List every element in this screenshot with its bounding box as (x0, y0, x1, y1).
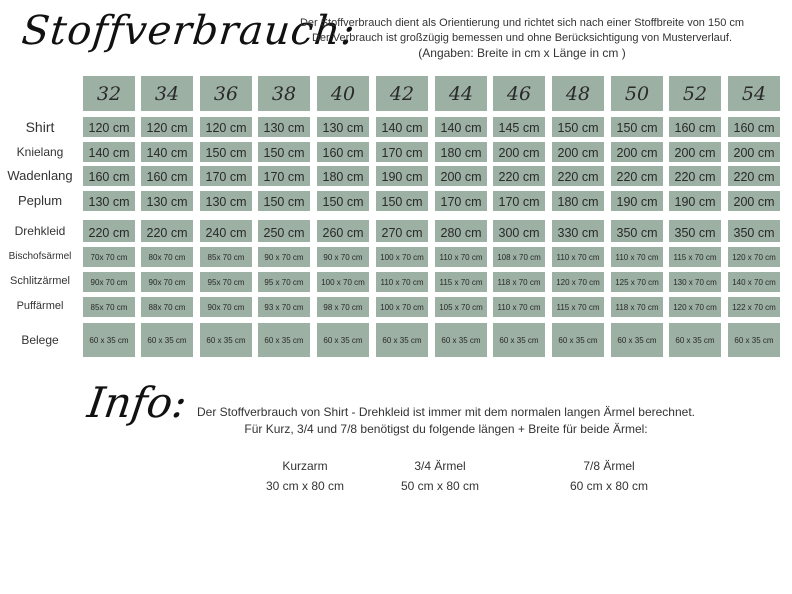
table-cell: 200 cm (552, 142, 604, 162)
table-cell: 140 cm (435, 117, 487, 137)
table-cell: 88x 70 cm (141, 297, 193, 317)
table-cell: 130 x 70 cm (669, 272, 721, 292)
table-cell: 190 cm (376, 166, 428, 186)
table-cell: 80x 70 cm (141, 247, 193, 267)
table-cell: 60 x 35 cm (200, 323, 252, 357)
table-cell: 120 cm (200, 117, 252, 137)
row-label: Bischofsärmel (8, 251, 72, 262)
table-cell: 90 x 70 cm (317, 247, 369, 267)
arm-label: 3/4 Ärmel (414, 459, 466, 473)
table-cell: 200 cm (728, 191, 780, 211)
table-cell: 190 cm (611, 191, 663, 211)
table-cell: 150 cm (317, 191, 369, 211)
table-cell: 118 x 70 cm (493, 272, 545, 292)
table-cell: 60 x 35 cm (435, 323, 487, 357)
table-cell: 280 cm (435, 220, 487, 242)
size-header: 32 (83, 76, 135, 111)
size-header: 44 (435, 76, 487, 111)
arm-value: 60 cm x 80 cm (569, 479, 649, 493)
table-cell: 350 cm (669, 220, 721, 242)
table-cell: 300 cm (493, 220, 545, 242)
arm-value: 50 cm x 80 cm (400, 479, 480, 493)
table-cell: 180 cm (552, 191, 604, 211)
size-header: 46 (493, 76, 545, 111)
size-header: 42 (376, 76, 428, 111)
table-cell: 180 cm (317, 166, 369, 186)
info-line-2: Für Kurz, 3/4 und 7/8 benötigst du folgende längen + Breite für beide Ärmel: (244, 422, 648, 436)
table-cell: 150 cm (611, 117, 663, 137)
table-cell: 220 cm (611, 166, 663, 186)
table-cell: 130 cm (317, 117, 369, 137)
table-cell: 120 x 70 cm (728, 247, 780, 267)
table-cell: 350 cm (611, 220, 663, 242)
table-cell: 85x 70 cm (83, 297, 135, 317)
size-header: 48 (552, 76, 604, 111)
arm-label: Kurzarm (282, 459, 328, 473)
size-header: 50 (611, 76, 663, 111)
arm-kurzarm (230, 456, 380, 496)
arm-7-8 (534, 456, 684, 496)
table-cell: 160 cm (317, 142, 369, 162)
size-header: 36 (200, 76, 252, 111)
table-cell: 110 x 70 cm (493, 297, 545, 317)
table-cell: 110 x 70 cm (435, 247, 487, 267)
table-cell: 220 cm (83, 220, 135, 242)
table-cell: 220 cm (141, 220, 193, 242)
arm-label: 7/8 Ärmel (583, 459, 635, 473)
table-cell: 120 x 70 cm (552, 272, 604, 292)
intro-line-3: (Angaben: Breite in cm x Länge in cm ) (418, 46, 626, 60)
table-cell: 93 x 70 cm (258, 297, 310, 317)
table-cell: 105 x 70 cm (435, 297, 487, 317)
table-cell: 98 x 70 cm (317, 297, 369, 317)
table-cell: 140 cm (83, 142, 135, 162)
table-cell: 100 x 70 cm (376, 247, 428, 267)
table-cell: 220 cm (669, 166, 721, 186)
intro-line-1: Der Stoffverbrauch dient als Orientierung und richtet sich nach einer Stoffbreite von 150 cm (299, 17, 745, 29)
table-cell: 120 x 70 cm (669, 297, 721, 317)
table-cell: 170 cm (376, 142, 428, 162)
table-cell: 330 cm (552, 220, 604, 242)
intro-text (262, 16, 782, 61)
arm-3-4 (365, 456, 515, 496)
table-cell: 60 x 35 cm (317, 323, 369, 357)
table-cell: 180 cm (435, 142, 487, 162)
table-cell: 260 cm (317, 220, 369, 242)
table-cell: 115 x 70 cm (669, 247, 721, 267)
table-cell: 270 cm (376, 220, 428, 242)
table-cell: 120 cm (141, 117, 193, 137)
table-cell: 60 x 35 cm (552, 323, 604, 357)
table-cell: 130 cm (141, 191, 193, 211)
table-cell: 108 x 70 cm (493, 247, 545, 267)
table-cell: 85x 70 cm (200, 247, 252, 267)
table-cell: 250 cm (258, 220, 310, 242)
table-cell: 60 x 35 cm (83, 323, 135, 357)
table-cell: 220 cm (493, 166, 545, 186)
table-cell: 130 cm (258, 117, 310, 137)
table-cell: 150 cm (258, 142, 310, 162)
table-cell: 190 cm (669, 191, 721, 211)
size-header: 38 (258, 76, 310, 111)
info-line-1: Der Stoffverbrauch von Shirt - Drehkleid ist immer mit dem normalen langen Ärmel berechnet. (197, 405, 695, 419)
table-cell: 125 x 70 cm (611, 272, 663, 292)
table-cell: 110 x 70 cm (552, 247, 604, 267)
table-cell: 150 cm (200, 142, 252, 162)
size-header: 54 (728, 76, 780, 111)
row-label: Belege (21, 332, 59, 347)
table-cell: 90x 70 cm (83, 272, 135, 292)
table-cell: 140 cm (141, 142, 193, 162)
table-cell: 220 cm (552, 166, 604, 186)
table-cell: 90 x 70 cm (258, 247, 310, 267)
info-title: Info: (84, 378, 191, 427)
table-cell: 240 cm (200, 220, 252, 242)
table-cell: 60 x 35 cm (669, 323, 721, 357)
row-label: Wadenlang (7, 168, 73, 184)
table-cell: 200 cm (669, 142, 721, 162)
table-cell: 130 cm (200, 191, 252, 211)
table-cell: 220 cm (728, 166, 780, 186)
table-cell: 100 x 70 cm (317, 272, 369, 292)
table-cell: 60 x 35 cm (376, 323, 428, 357)
table-cell: 95 x 70 cm (258, 272, 310, 292)
table-cell: 120 cm (83, 117, 135, 137)
table-cell: 100 x 70 cm (376, 297, 428, 317)
row-label: Drehkleid (14, 223, 66, 238)
table-cell: 60 x 35 cm (258, 323, 310, 357)
table-cell: 350 cm (728, 220, 780, 242)
table-cell: 160 cm (83, 166, 135, 186)
table-cell: 115 x 70 cm (435, 272, 487, 292)
page-title: Stoffverbrauch: (19, 8, 358, 54)
table-cell: 160 cm (141, 166, 193, 186)
table-cell: 60 x 35 cm (611, 323, 663, 357)
size-header: 40 (317, 76, 369, 111)
row-label: Peplum (17, 193, 63, 209)
table-cell: 200 cm (493, 142, 545, 162)
table-cell: 118 x 70 cm (611, 297, 663, 317)
table-cell: 60 x 35 cm (493, 323, 545, 357)
row-label: Knielang (16, 144, 64, 159)
table-cell: 200 cm (728, 142, 780, 162)
table-cell: 110 x 70 cm (376, 272, 428, 292)
table-cell: 200 cm (611, 142, 663, 162)
table-cell: 170 cm (493, 191, 545, 211)
info-text (176, 404, 716, 438)
table-cell: 60 x 35 cm (141, 323, 193, 357)
arm-value: 30 cm x 80 cm (265, 479, 345, 493)
table-cell: 145 cm (493, 117, 545, 137)
size-header: 52 (669, 76, 721, 111)
table-cell: 160 cm (669, 117, 721, 137)
table-cell: 60 x 35 cm (728, 323, 780, 357)
table-cell: 110 x 70 cm (611, 247, 663, 267)
table-cell: 170 cm (435, 191, 487, 211)
table-cell: 150 cm (258, 191, 310, 211)
table-cell: 150 cm (376, 191, 428, 211)
table-cell: 130 cm (83, 191, 135, 211)
table-cell: 90x 70 cm (200, 297, 252, 317)
table-cell: 70x 70 cm (83, 247, 135, 267)
table-cell: 140 x 70 cm (728, 272, 780, 292)
table-cell: 160 cm (728, 117, 780, 137)
size-header: 34 (141, 76, 193, 111)
table-cell: 140 cm (376, 117, 428, 137)
row-label: Schlitzärmel (10, 275, 70, 288)
row-label: Puffärmel (16, 300, 64, 313)
table-cell: 115 x 70 cm (552, 297, 604, 317)
table-cell: 90x 70 cm (141, 272, 193, 292)
table-cell: 122 x 70 cm (728, 297, 780, 317)
table-cell: 150 cm (552, 117, 604, 137)
row-label: Shirt (25, 118, 55, 135)
table-cell: 95x 70 cm (200, 272, 252, 292)
table-cell: 170 cm (200, 166, 252, 186)
intro-line-2: Der Verbrauch ist großzügig bemessen und ohne Berücksichtigung von Musterverlauf. (311, 32, 733, 44)
table-cell: 200 cm (435, 166, 487, 186)
table-cell: 170 cm (258, 166, 310, 186)
